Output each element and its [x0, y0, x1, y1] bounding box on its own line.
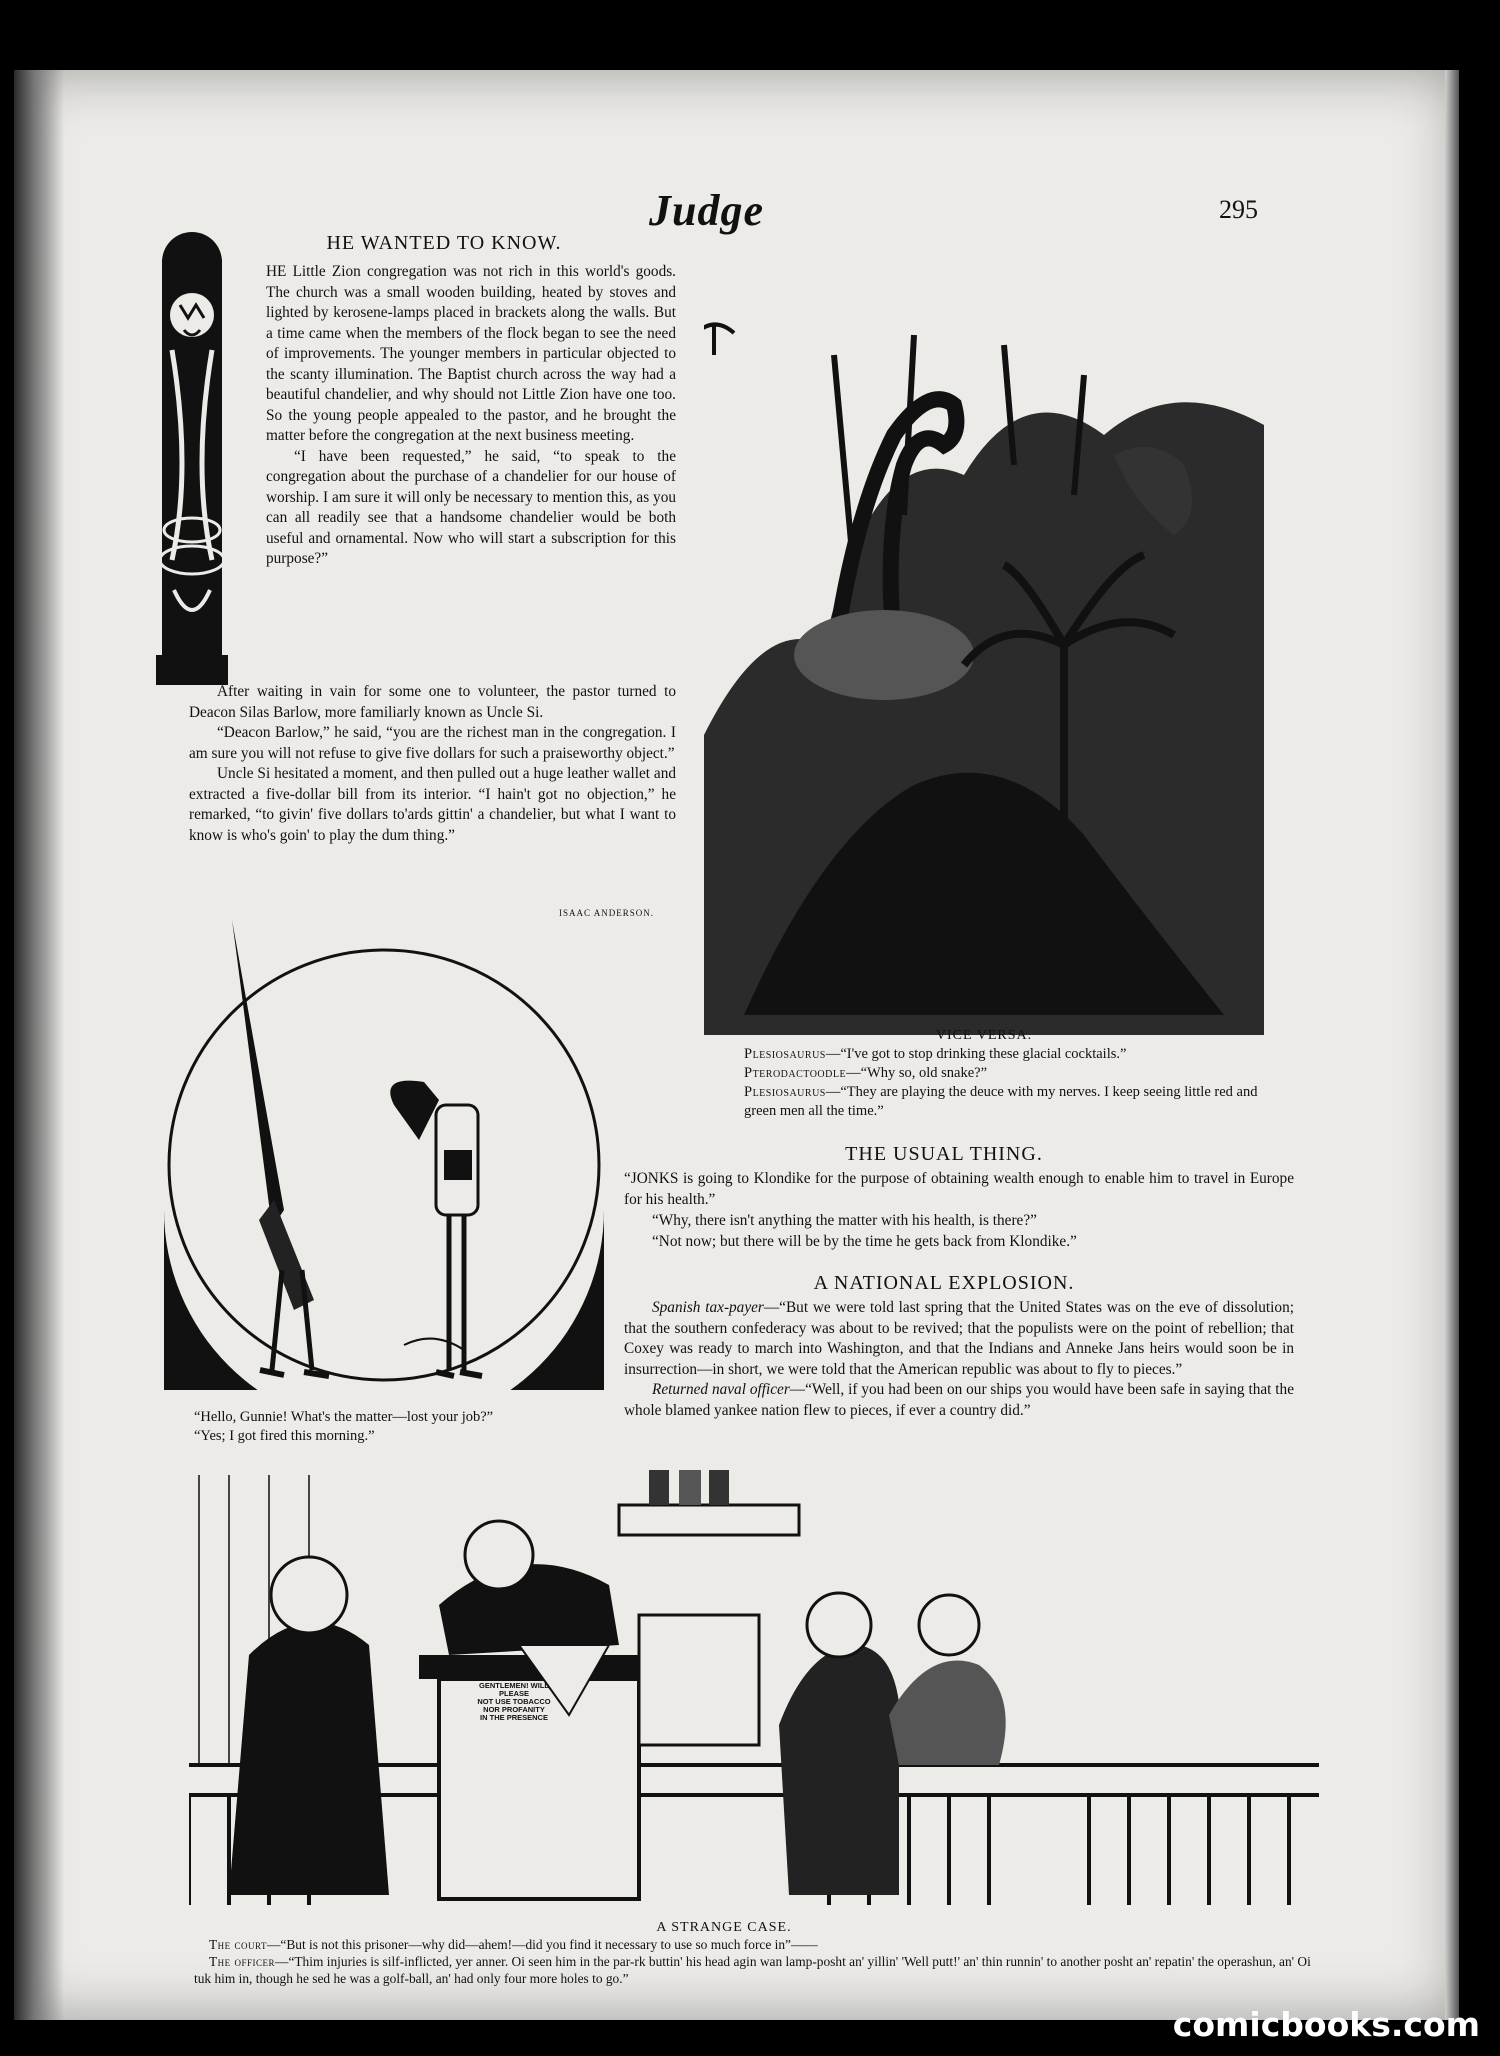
usual-thing-line-1: “JONKS is going to Klondike for the purpose of obtaining wealth enough to enable him to travel in Europe for his health.” — [624, 1170, 1294, 1208]
explosion-text-1: —“But we were told last spring that the United States was on the eve of dissolution; that the southern confederacy was about to be revived; that the populists were on the point of rebellion; that Coxey was ready to march into Washington, and that the Indians and Anneke Jans heirs would soon be in insurrection—in short, we were told that the American republic was about to fly to pieces.” — [624, 1299, 1294, 1378]
masthead: Judge — [649, 186, 764, 235]
caption-title-strange-case: A STRANGE CASE. — [656, 1920, 792, 1935]
paragraph-5: Uncle Si hesitated a moment, and then pulled out a huge leather wallet and extracted a five-dollar bill from its interior. “I hain't got no objection,” he remarked, “to givin' five dollars to'ards gittin' a chandelier, but what I want to know is who's goin' to play the dum thing.” — [189, 765, 676, 844]
explosion-text-2: —“Well, if you had been on our ships you would have been safe in saying that the whole blamed yankee nation flew to pieces, if ever a country did.” — [624, 1381, 1294, 1419]
story-body-he-wanted-to-know — [266, 262, 676, 570]
caption-title-vice-versa: VICE VERSA. — [935, 1028, 1033, 1043]
ornamental-dropcap-illustration — [144, 230, 264, 690]
speaker-plesiosaurus: Plesiosaurus — [744, 1084, 826, 1100]
magazine-page — [14, 70, 1459, 2020]
gun-cartoon-illustration — [164, 910, 604, 1390]
speaker-the-officer: The officer — [209, 1954, 276, 1969]
story-body-he-wanted-to-know-cont — [189, 682, 676, 846]
page-edge — [1445, 70, 1459, 2020]
usual-thing-line-3: “Not now; but there will be by the time he gets back from Klondike.” — [652, 1233, 1077, 1250]
courtroom-sign: GENTLEMEN! WILL PLEASE NOT USE TOBACCO NOR PROFANITY IN THE PRESENCE — [477, 1681, 551, 1722]
binding-shadow — [14, 70, 64, 2020]
story-title-national-explosion: A NATIONAL EXPLOSION. — [813, 1272, 1075, 1294]
court-line: —“But is not this prisoner—why did—ahem!—did you find it necessary to use so much force in”—— — [267, 1937, 818, 1952]
speaker-spanish-tax-payer: Spanish tax-payer — [652, 1299, 764, 1316]
courtroom-cartoon-illustration — [189, 1465, 1319, 1910]
speaker-plesiosaurus: Plesiosaurus — [744, 1046, 826, 1062]
paragraph-3: After waiting in vain for some one to volunteer, the pastor turned to Deacon Silas Barlow, more familiarly known as Uncle Si. — [189, 683, 676, 721]
speaker-pterodactoodle: Pterodactoodle — [744, 1065, 847, 1081]
usual-thing-line-2: “Why, there isn't anything the matter with his health, is there?” — [652, 1212, 1037, 1229]
caption-line-2: “Yes; I got fired this morning.” — [194, 1428, 375, 1444]
speaker-naval-officer: Returned naval officer — [652, 1381, 790, 1398]
caption-gun-cartoon — [194, 1408, 614, 1446]
page-number: 295 — [1219, 195, 1258, 224]
artist-signature-dinosaur: ~ — [804, 988, 812, 1003]
byline: ISAAC ANDERSON. — [559, 908, 655, 918]
dialog-line: —“I've got to stop drinking these glacial cocktails.” — [825, 1046, 1127, 1062]
dialog-line: —“They are playing the deuce with my nerves. I keep seeing little red and green men all the time.” — [744, 1084, 1258, 1119]
paragraph-4: “Deacon Barlow,” he said, “you are the richest man in the congregation. I am sure you will not refuse to give five dollars for such a praiseworthy object.” — [189, 724, 676, 762]
story-body-usual-thing — [624, 1168, 1294, 1252]
story-body-national-explosion — [624, 1298, 1294, 1421]
paragraph-2: “I have been requested,” he said, “to speak to the congregation about the purchase of a chandelier for our house of worship. I am sure it will only be necessary to mention this, as you can all readily see that a handsome chandelier would be both useful and ornamental. Now who will start a subscription for this purpose?” — [266, 447, 676, 567]
speaker-the-court: The court — [209, 1937, 267, 1952]
dropcap-letter — [210, 246, 211, 247]
dinosaur-jungle-illustration — [704, 315, 1264, 1035]
story-title-usual-thing: THE USUAL THING. — [845, 1143, 1043, 1165]
officer-line: —“Thim injuries is silf-inflicted, yer anner. Oi seen him in the par-rk buttin' his head agin wan lamp-posht an' yillin' 'Well putt!' an' thin runnin' to another posht an' repatin' the operashun, an' Oi tuk him in, though he sed he was a golf-ball, an' had only four more holes to go.” — [194, 1954, 1311, 1986]
dialog-line: —“Why so, old snake?” — [846, 1065, 988, 1081]
paragraph-1: HE Little Zion congregation was not rich in this world's goods. The church was a small wooden building, heated by stoves and lighted by kerosene-lamps placed in brackets along the walls. But a time came when the members of the flock began to see the need of improvements. The younger members in particular objected to the scanty illumination. The Baptist church across the way had a beautiful chandelier, and why should not Little Zion have one too. So the young people appealed to the pastor, and he brought the matter before the congregation at the next business meeting. — [266, 263, 676, 444]
story-title-he-wanted-to-know: HE WANTED TO KNOW. — [326, 232, 562, 254]
watermark: comicbooks.com — [1172, 2005, 1480, 2044]
caption-strange-case — [194, 1936, 1314, 1987]
caption-line-1: “Hello, Gunnie! What's the matter—lost your job?” — [194, 1409, 494, 1425]
caption-vice-versa — [744, 1045, 1289, 1121]
